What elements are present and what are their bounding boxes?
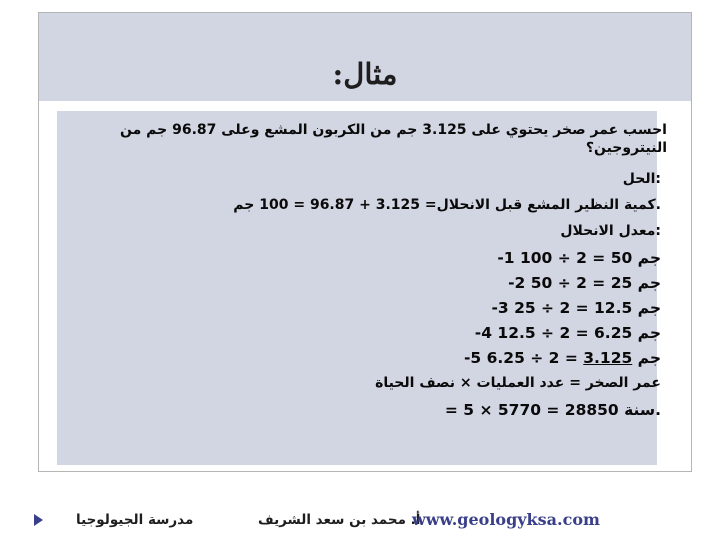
step-5 (464, 349, 661, 367)
solution-heading: :الحل (622, 171, 661, 187)
age-formula: عمر الصخر = عدد العمليات × نصف الحياة (375, 375, 661, 391)
title-band (39, 13, 691, 101)
step-5-unit: جم (637, 349, 661, 367)
step-5-result: 3.125 (583, 349, 633, 367)
decay-rate-heading: :معدل الانحلال (560, 223, 661, 239)
footer-url[interactable]: www.geologyksa.com (412, 510, 600, 529)
arrow-icon (34, 514, 43, 526)
problem-statement: احسب عمر صخر يحتوي على 3.125 جم من الكربون المشع وعلى 96.87 جم من النيتروجين؟ (120, 122, 667, 156)
step-4: جم 6.25 = 2 ÷ 12.5 4- (474, 324, 661, 342)
initial-amount-line: .كمية النظير المشع قبل الانحلال= 3.125 + 96.87 = 100 جم (233, 197, 661, 213)
step-1: جم 50 = 2 ÷ 100 1- (497, 249, 661, 267)
footer-school: مدرسة الجيولوجيا (76, 512, 194, 528)
footer-author: أ. محمد بن سعد الشريف (258, 512, 421, 528)
step-2: جم 25 = 2 ÷ 50 2- (508, 274, 661, 292)
slide-frame (38, 12, 692, 472)
step-3: جم 12.5 = 2 ÷ 25 3- (491, 299, 661, 317)
age-result: .سنة 28850 = 5770 × 5 = (444, 401, 661, 419)
step-5-equation: = 2 ÷ 6.25 5- (463, 349, 578, 367)
slide-title: مثال: (332, 57, 398, 91)
